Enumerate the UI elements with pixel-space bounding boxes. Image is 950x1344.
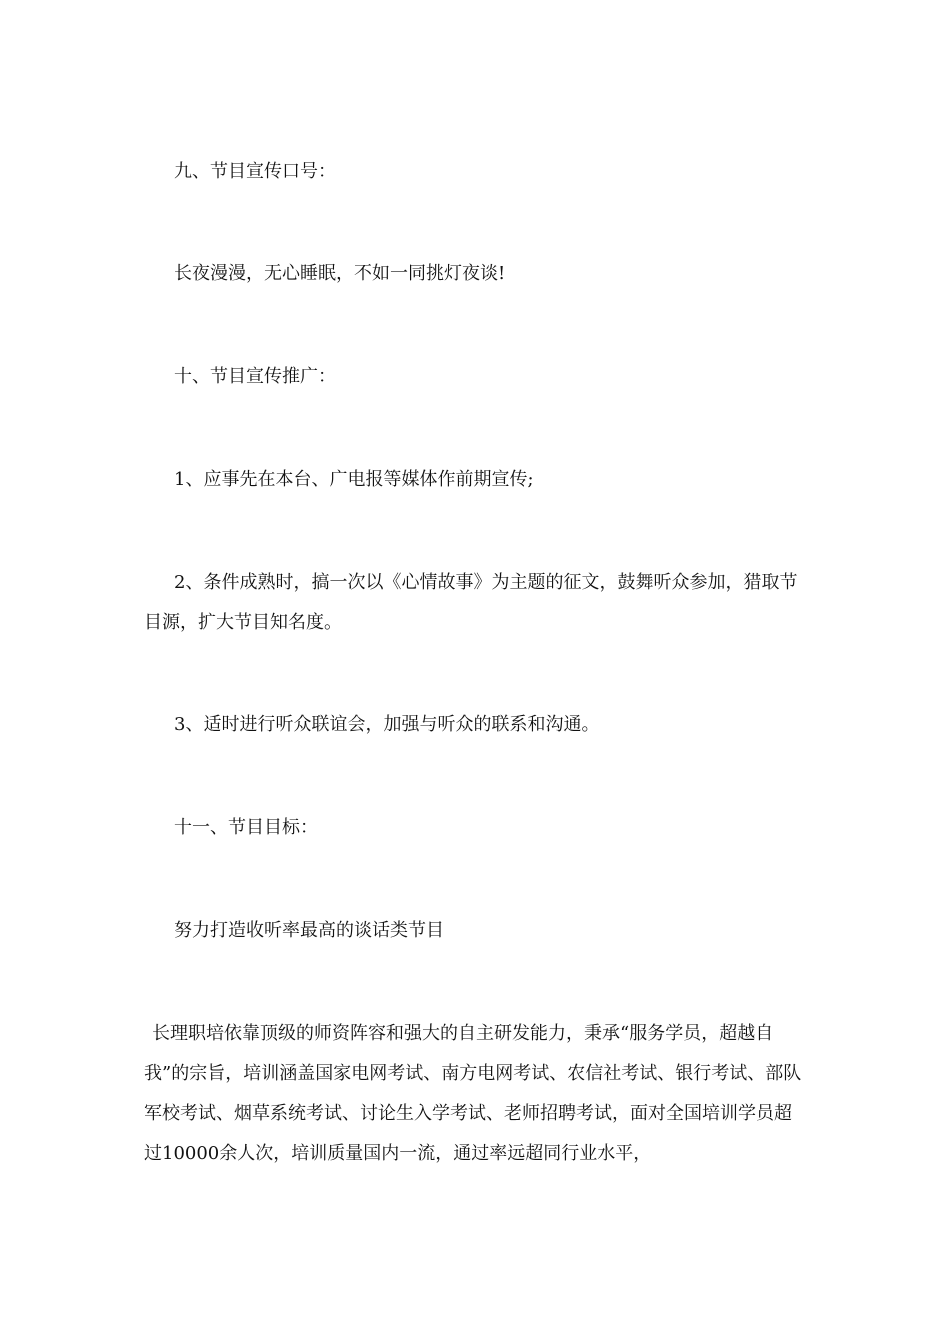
promotion-item-3: 3、适时进行听众联谊会，加强与听众的联系和沟通。 (174, 714, 600, 735)
goal-text: 努力打造收听率最高的谈话类节目 (174, 920, 444, 941)
heading-slogan: 九、节目宣传口号： (174, 161, 336, 182)
promotion-item-2: 2、条件成熟时，搞一次以《心情故事》为主题的征文，鼓舞听众参加，猎取节目源，扩大节目知名度。 (144, 572, 798, 633)
heading-goal: 十一、节目目标： (174, 817, 318, 838)
promotion-item-1: 1、应事先在本台、广电报等媒体作前期宣传; (174, 469, 534, 490)
heading-promotion: 十、节目宣传推广： (174, 366, 336, 387)
slogan-text: 长夜漫漫，无心睡眠，不如一同挑灯夜谈! (174, 263, 506, 284)
ad-paragraph: 长理职培依靠顶级的师资阵容和强大的自主研发能力，秉承“服务学员，超越自我”的宗旨，培训涵盖国家电网考试、南方电网考试、农信社考试、银行考试、部队军校考试、烟草系统考试、讨论生入学考试、老师招聘考试，面对全国培训学员超过10000余人次，培训质量国内一流，通过率远超同行业水平， (144, 1023, 802, 1164)
